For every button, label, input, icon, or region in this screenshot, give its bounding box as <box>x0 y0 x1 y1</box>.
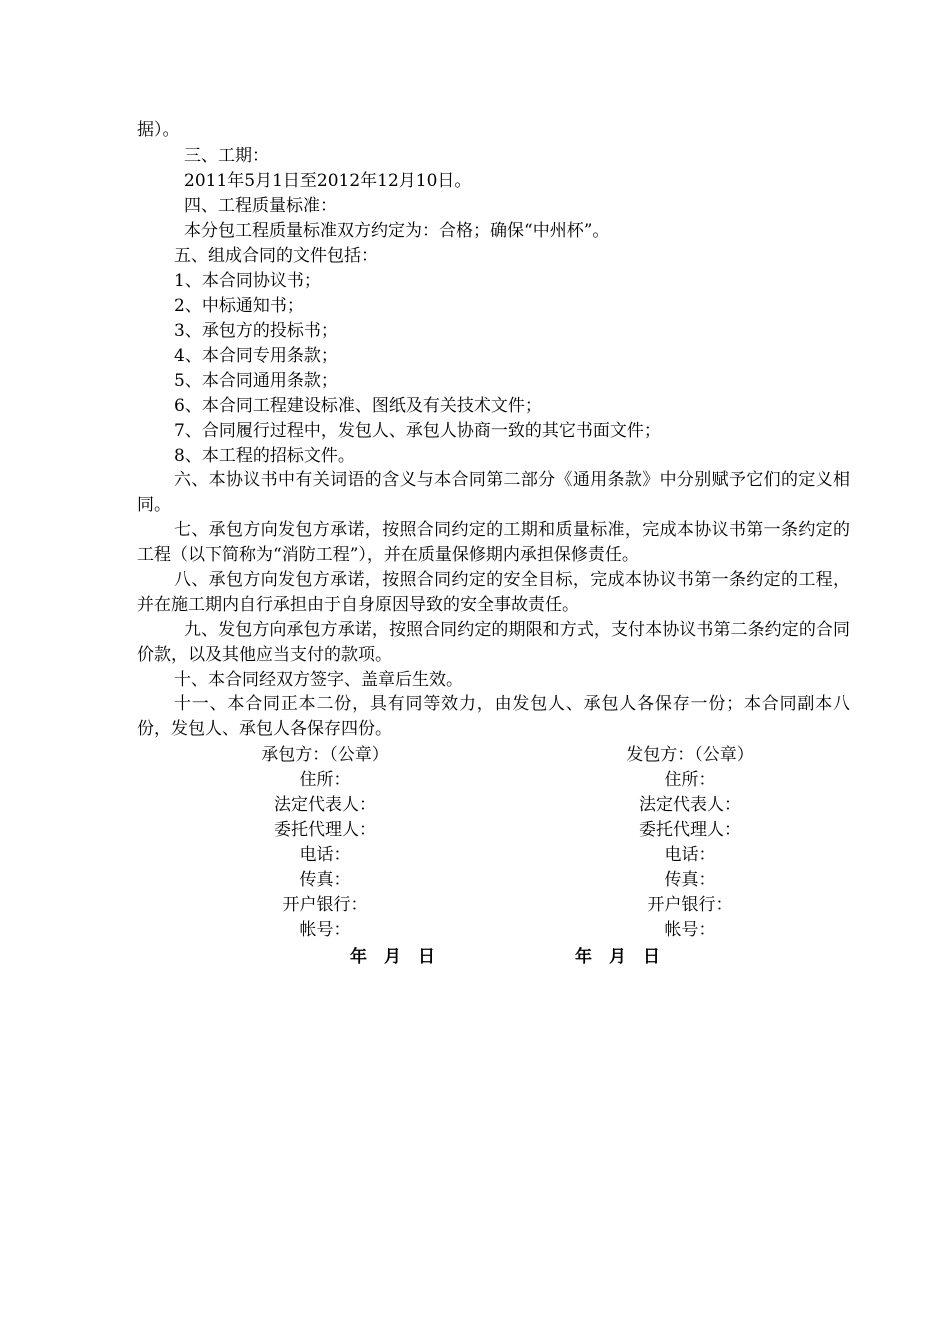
document-list-item: 7、合同履行过程中，发包人、承包人协商一致的其它书面文件； <box>174 421 661 441</box>
document-list-item: 2、中标通知书； <box>174 296 304 316</box>
contractor-agent-label: 委托代理人： <box>274 820 376 840</box>
contractor-fax-label: 传真： <box>299 870 351 890</box>
clause-6: 六、本协议书中有关词语的含义与本合同第二部分《通用条款》中分别赋予它们的定义相同。 <box>137 470 850 515</box>
employer-account-label: 帐号： <box>664 920 716 940</box>
section-5-heading: 五、组成合同的文件包括： <box>174 246 378 266</box>
document-list-item: 1、本合同协议书； <box>174 271 321 291</box>
document-list-item: 5、本合同通用条款； <box>174 371 338 391</box>
employer-date: 年 月 日 <box>575 947 660 967</box>
contractor-account-label: 帐号： <box>299 920 351 940</box>
document-list-item: 3、承包方的投标书； <box>174 321 338 341</box>
clause-11: 十一、本合同正本二份，具有同等效力，由发包人、承包人各保存一份；本合同副本八份，发包人、承包人各保存四份。 <box>137 694 850 739</box>
section-3-heading: 三、工期： <box>184 146 269 166</box>
employer-legal-rep-label: 法定代表人： <box>639 795 741 815</box>
contractor-phone-label: 电话： <box>299 845 351 865</box>
employer-bank-label: 开户银行： <box>647 895 733 915</box>
contractor-date: 年 月 日 <box>350 947 435 967</box>
contractor-legal-rep-label: 法定代表人： <box>274 795 376 815</box>
continuation-text: 据）。 <box>137 120 180 140</box>
clause-9: 九、发包方向承包方承诺，按照合同约定的期限和方式，支付本协议书第二条约定的合同价款，以及其他应当支付的款项。 <box>137 620 850 665</box>
document-list-item: 6、本合同工程建设标准、图纸及有关技术文件； <box>174 396 542 416</box>
section-4-heading: 四、工程质量标准： <box>184 196 337 216</box>
clause-10: 十、本合同经双方签字、盖章后生效。 <box>174 670 463 690</box>
contractor-bank-label: 开户银行： <box>282 895 368 915</box>
contractor-seal-label: 承包方：（公章） <box>261 745 389 765</box>
document-list-item: 8、本工程的招标文件。 <box>174 446 355 466</box>
quality-standard: 本分包工程质量标准双方约定为：合格；确保“中州杯”。 <box>184 221 610 241</box>
clause-8: 八、承包方向发包方承诺，按照合同约定的安全目标，完成本协议书第一条约定的工程，并在施工期内自行承担由于自身原因导致的安全事故责任。 <box>137 570 850 615</box>
employer-address-label: 住所： <box>664 770 716 790</box>
document-list-item: 4、本合同专用条款； <box>174 346 338 366</box>
employer-agent-label: 委托代理人： <box>639 820 741 840</box>
employer-fax-label: 传真： <box>664 870 716 890</box>
clause-7: 七、承包方向发包方承诺，按照合同约定的工期和质量标准，完成本协议书第一条约定的工程（以下简称为“消防工程”），并在质量保修期内承担保修责任。 <box>137 520 850 565</box>
construction-period: 2011年5月1日至2012年12月10日。 <box>184 171 472 191</box>
employer-seal-label: 发包方：（公章） <box>626 745 754 765</box>
employer-phone-label: 电话： <box>664 845 716 865</box>
contractor-address-label: 住所： <box>299 770 351 790</box>
